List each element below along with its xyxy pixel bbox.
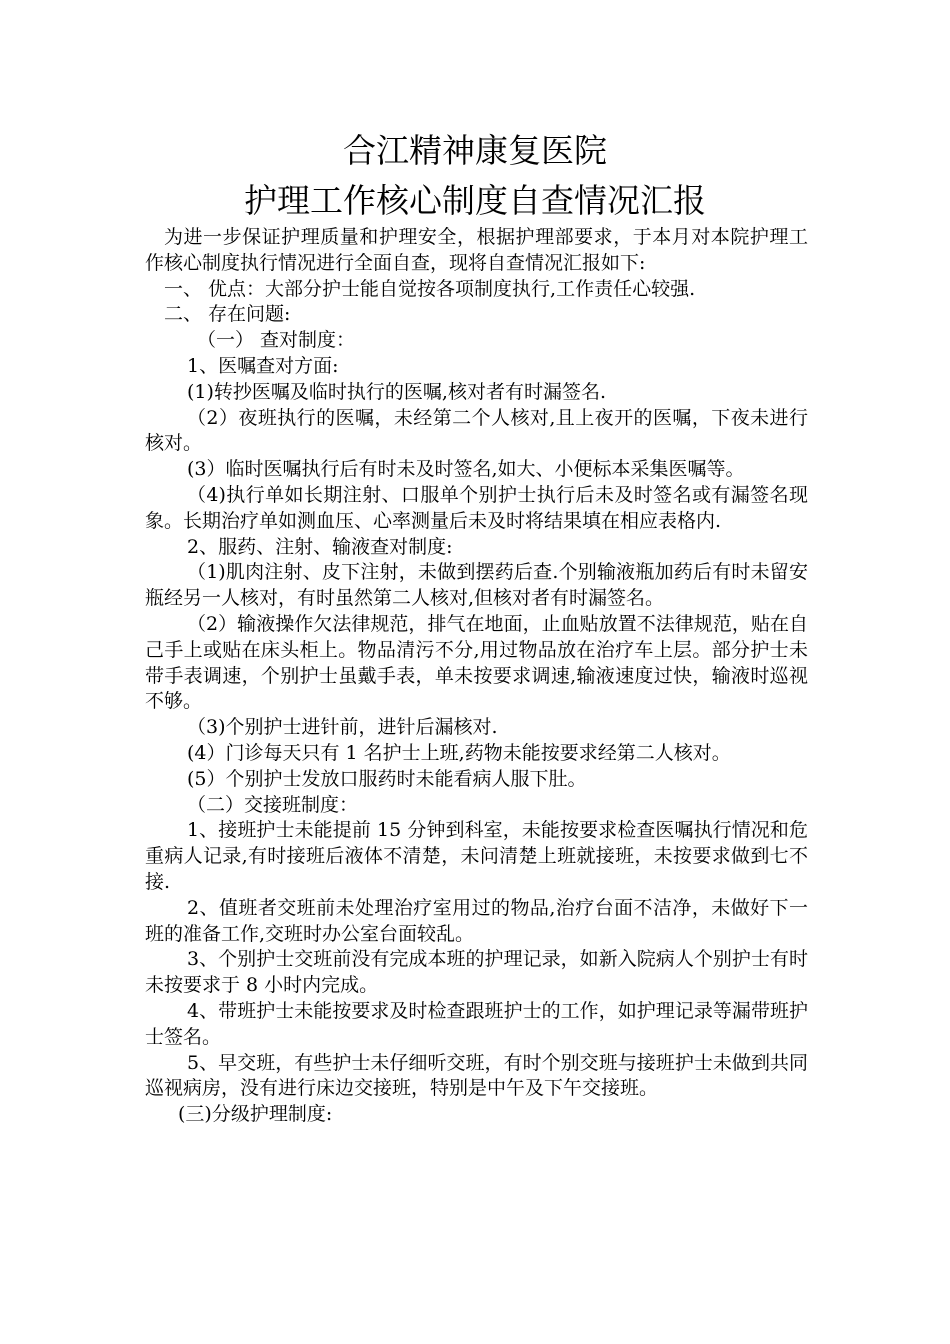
section-problems: 二、 存在问题: — [164, 303, 291, 326]
item-order-check: 1、医嘱查对方面: — [187, 354, 339, 377]
subsection-handover: （二）交接班制度： — [187, 793, 359, 816]
item-medication-check: 2、服药、注射、输液查对制度: — [187, 535, 453, 558]
sub-item: （3)个别护士进针前，进针后漏核对. — [187, 716, 498, 739]
sub-item: （2）夜班执行的医嘱，未经第二个人核对,且上夜开的医嘱，下夜未进行核对。 — [145, 406, 808, 455]
report-title: 护理工作核心制度自查情况汇报 — [244, 181, 706, 220]
sub-item: (1)转抄医嘱及临时执行的医嘱,核对者有时漏签名. — [187, 380, 606, 403]
sub-item: (3）临时医嘱执行后有时未及时签名,如大、小便标本采集医嘱等。 — [187, 458, 745, 481]
sub-item: （4)执行单如长期注射、口服单个别护士执行后未及时签名或有漏签名现象。长期治疗单如测血压、心率测量后未及时将结果填在相应表格内. — [145, 483, 808, 532]
section-strengths: 一、 优点：大部分护士能自觉按各项制度执行,工作责任心较强. — [164, 277, 696, 300]
handover-item: 5、早交班，有些护士未仔细听交班，有时个别交班与接班护士未做到共同巡视病房，没有进行床边交接班，特别是中午及下午交接班。 — [145, 1051, 808, 1100]
sub-item: (4）门诊每天只有 1 名护士上班,药物未能按要求经第二人核对。 — [187, 741, 731, 764]
handover-item: 4、带班护士未能按要求及时检查跟班护士的工作，如护理记录等漏带班护士签名。 — [145, 999, 808, 1048]
intro-paragraph: 为进一步保证护理质量和护理安全，根据护理部要求，于本月对本院护理工作核心制度执行情况进行全面自查，现将自查情况汇报如下: — [145, 226, 808, 274]
handover-item: 2、值班者交班前未处理治疗室用过的物品,治疗台面不洁净，未做好下一班的准备工作,交班时办公室台面较乱。 — [145, 896, 808, 945]
sub-item: (5）个别护士发放口服药时未能看病人服下肚。 — [187, 767, 587, 790]
report-body — [145, 225, 808, 1128]
sub-item: （1)肌肉注射、皮下注射，未做到摆药后查.个别输液瓶加药后有时未留安瓶经另一人核对，有时虽然第二人核对,但核对者有时漏签名。 — [145, 561, 808, 610]
handover-item: 3、个别护士交班前没有完成本班的护理记录，如新入院病人个别护士有时未按要求于 8 小时内完成。 — [145, 948, 808, 997]
subsection-check-system: （一） 查对制度： — [197, 329, 356, 352]
subsection-grading-care: (三)分级护理制度: — [178, 1103, 333, 1126]
handover-item: 1、接班护士未能提前 15 分钟到科室，未能按要求检查医嘱执行情况和危重病人记录,有时接班后液体不清楚，未问清楚上班就接班，未按要求做到七不接. — [145, 819, 808, 893]
sub-item: （2）输液操作欠法律规范，排气在地面，止血贴放置不法律规范，贴在自己手上或贴在床头柜上。物品清污不分,用过物品放在治疗车上层。部分护士未带手表调速，个别护士虽戴手表，单未按要求调速,输液速度过快，输液时巡视不够。 — [145, 612, 808, 713]
hospital-title: 合江精神康复医院 — [343, 131, 607, 170]
